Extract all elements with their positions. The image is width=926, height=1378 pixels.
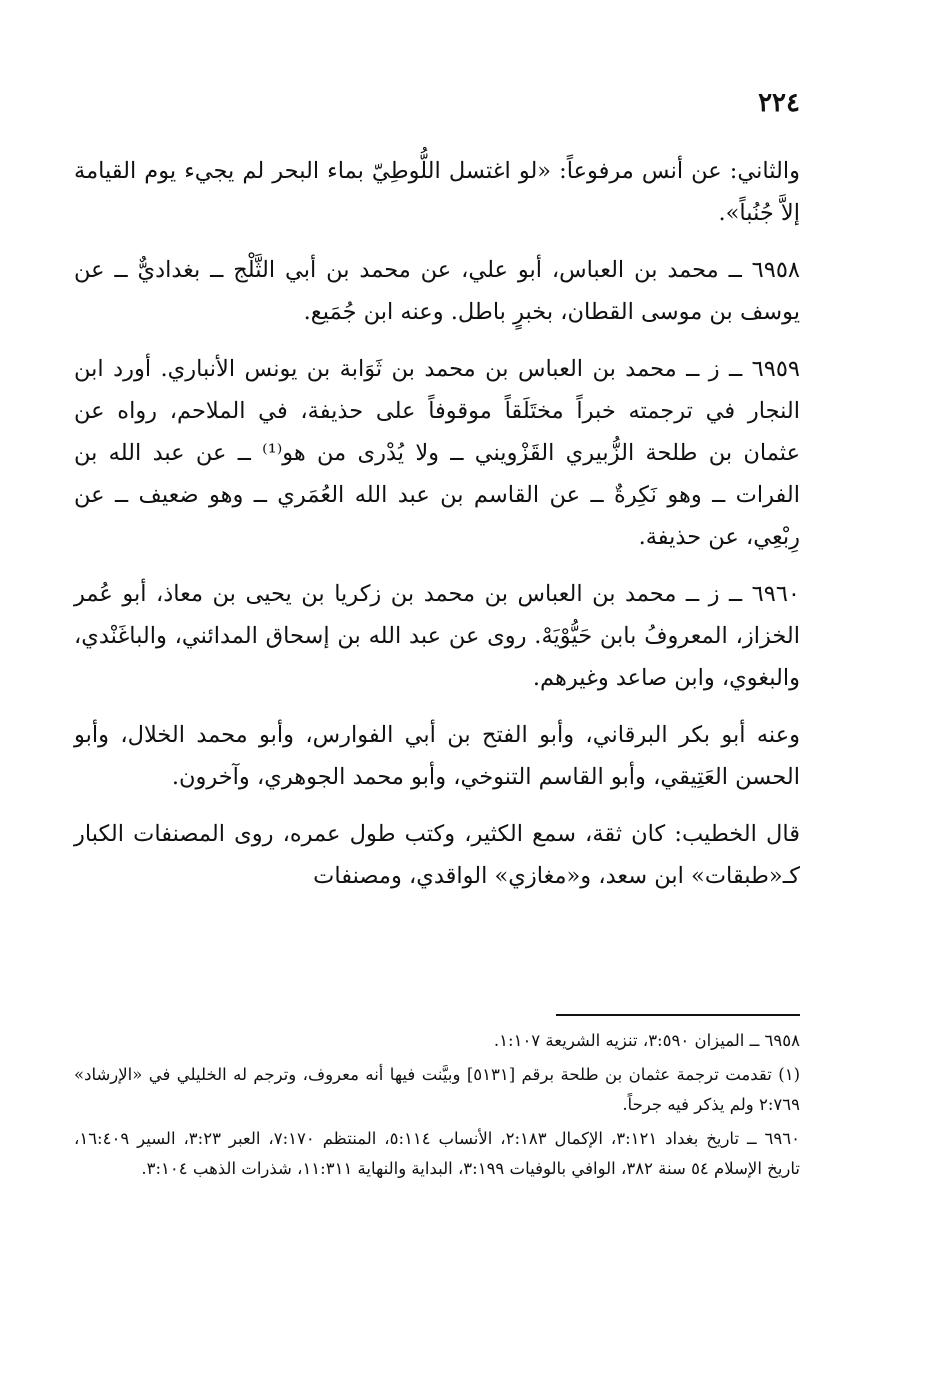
entry-6959: ٦٩٥٩ ــ ز ــ محمد بن العباس بن محمد بن ثَوَابة بن يونس الأنباري. أورد ابن النجار في ترجمته خبراً مختَلَقاً موقوفاً على حذيفة، في الملاحم، رواه عن عثمان بن طلحة الزُّبيري القَزْويني ــ ولا يُدْرى من هو⁽¹⁾ ــ عن عبد الله بن الفرات ــ وهو نَكِرةٌ ــ عن القاسم بن عبد الله العُمَري ــ وهو ضعيف ــ عن رِبْعِي، عن حذيفة.: [74, 356, 800, 550]
footnotes: [74, 1026, 800, 1188]
paragraph-students: وعنه أبو بكر البرقاني، وأبو الفتح بن أبي الفوارس، وأبو محمد الخلال، وأبو الحسن العَتِيقي، وأبو القاسم التنوخي، وأبو محمد الجوهري، وآخرون.: [74, 722, 800, 790]
footnote-6960: ٦٩٦٠ ــ تاريخ بغداد ٣:١٢١، الإكمال ٢:١٨٣، الأنساب ٥:١١٤، المنتظم ٧:١٧٠، العبر ٣:٢٣، السير ١٦:٤٠٩، تاريخ الإسلام ٥٤ سنة ٣٨٢، الوافي بالوفيات ٣:١٩٩، البداية والنهاية ١١:٣١١، شذرات الذهب ٣:١٠٤.: [74, 1129, 800, 1178]
main-text: [74, 150, 800, 912]
paragraph-khatib: قال الخطيب: كان ثقة، سمع الكثير، وكتب طول عمره، روى المصنفات الكبار كـ«طبقات» ابن سعد، و«مغازي» الواقدي، ومصنفات: [74, 821, 800, 889]
footnote-1: (١) تقدمت ترجمة عثمان بن طلحة برقم [٥١٣١] وبيَّنت فيها أنه معروف، وترجم له الخليلي في «الإرشاد» ٢:٧٦٩ ولم يذكر فيه جرحاً.: [74, 1065, 800, 1114]
footnote-6958: ٦٩٥٨ ــ الميزان ٣:٥٩٠، تنزيه الشريعة ١:١٠٧.: [493, 1031, 800, 1050]
entry-6958: ٦٩٥٨ ــ محمد بن العباس، أبو علي، عن محمد بن أبي الثَّلْج ــ بغداديٌّ ــ عن يوسف بن موسى القطان، بخبرٍ باطل. وعنه ابن جُمَيع.: [74, 257, 800, 325]
page-number: ٢٢٤: [758, 88, 800, 118]
entry-6960: ٦٩٦٠ ــ ز ــ محمد بن العباس بن محمد بن زكريا بن يحيى بن معاذ، أبو عُمر الخزاز، المعروفُ بابن حَيُّوْيَهْ. روى عن عبد الله بن إسحاق المدائني، والباغَنْدي، والبغوي، وابن صاعد وغيرهم.: [74, 581, 800, 691]
footnote-divider: [556, 1014, 800, 1016]
paragraph-hadith: والثاني: عن أنس مرفوعاً: «لو اغتسل اللُّوطِيّ بماء البحر لم يجيء يوم القيامة إلاَّ جُنُباً».: [74, 158, 800, 226]
